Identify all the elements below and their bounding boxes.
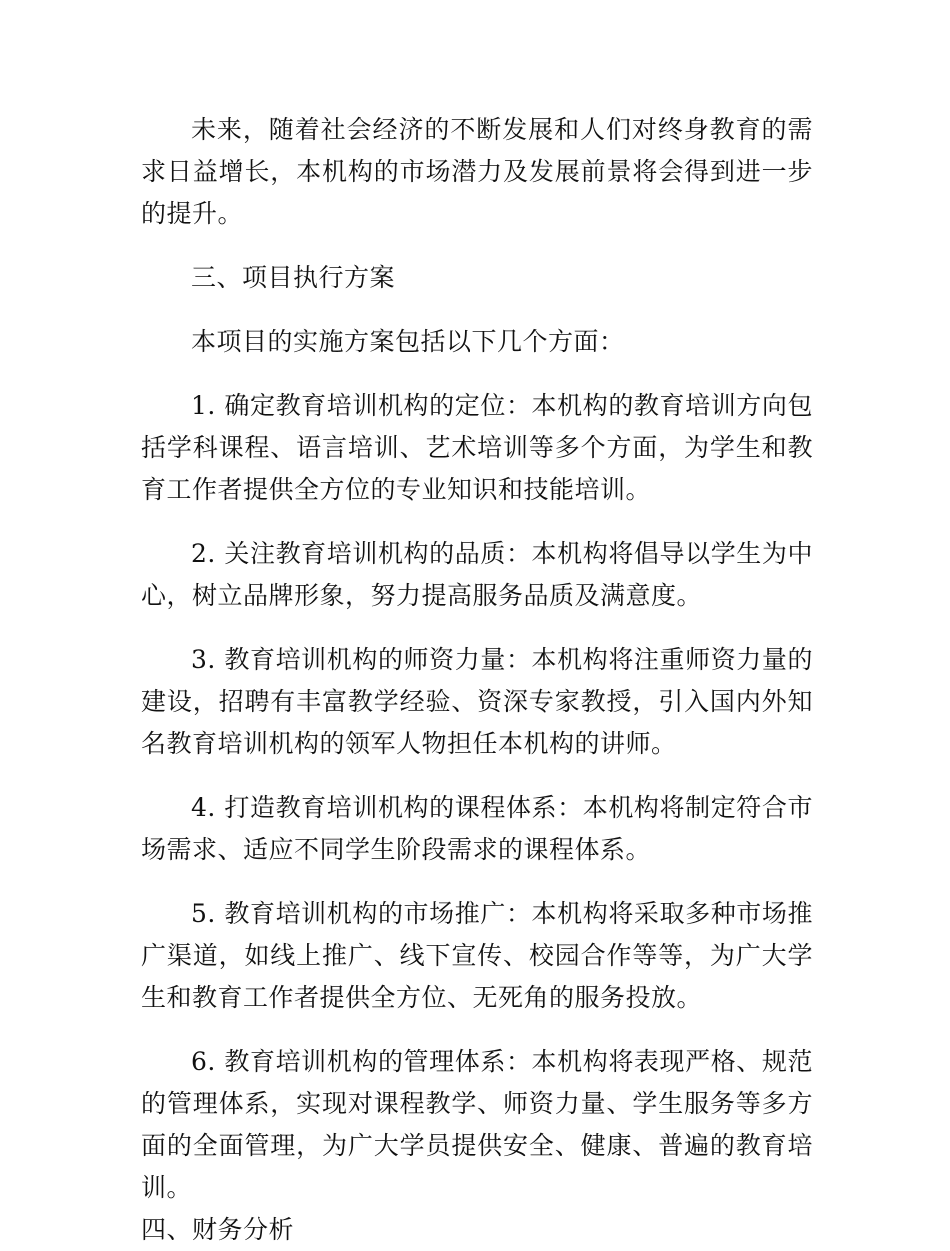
list-item-curriculum: 4. 打造教育培训机构的课程体系：本机构将制定符合市场需求、适应不同学生阶段需求的课程体系。	[141, 793, 813, 864]
paragraph-intro: 本项目的实施方案包括以下几个方面：	[191, 327, 625, 356]
list-item-faculty: 3. 教育培训机构的师资力量：本机构将注重师资力量的建设，招聘有丰富教学经验、资深专家教授，引入国内外知名教育培训机构的领军人物担任本机构的讲师。	[141, 645, 813, 758]
list-item-quality: 2. 关注教育培训机构的品质：本机构将倡导以学生为中心，树立品牌形象，努力提高服务品质及满意度。	[141, 539, 813, 610]
list-item-positioning: 1. 确定教育培训机构的定位：本机构的教育培训方向包括学科课程、语言培训、艺术培训等多个方面，为学生和教育工作者提供全方位的专业知识和技能培训。	[141, 391, 813, 504]
paragraph-outlook: 未来，随着社会经济的不断发展和人们对终身教育的需求日益增长，本机构的市场潜力及发展前景将会得到进一步的提升。	[141, 115, 813, 228]
document-body	[141, 109, 813, 1251]
list-item-management: 6. 教育培训机构的管理体系：本机构将表现严格、规范的管理体系，实现对课程教学、师资力量、学生服务等多方面的全面管理，为广大学员提供安全、健康、普遍的教育培训。	[141, 1047, 813, 1202]
section-heading-execution-plan: 三、项目执行方案	[191, 263, 396, 292]
list-item-marketing: 5. 教育培训机构的市场推广：本机构将采取多种市场推广渠道，如线上推广、线下宣传、校园合作等等，为广大学生和教育工作者提供全方位、无死角的服务投放。	[141, 899, 813, 1012]
section-heading-financial-analysis: 四、财务分析	[141, 1215, 295, 1244]
